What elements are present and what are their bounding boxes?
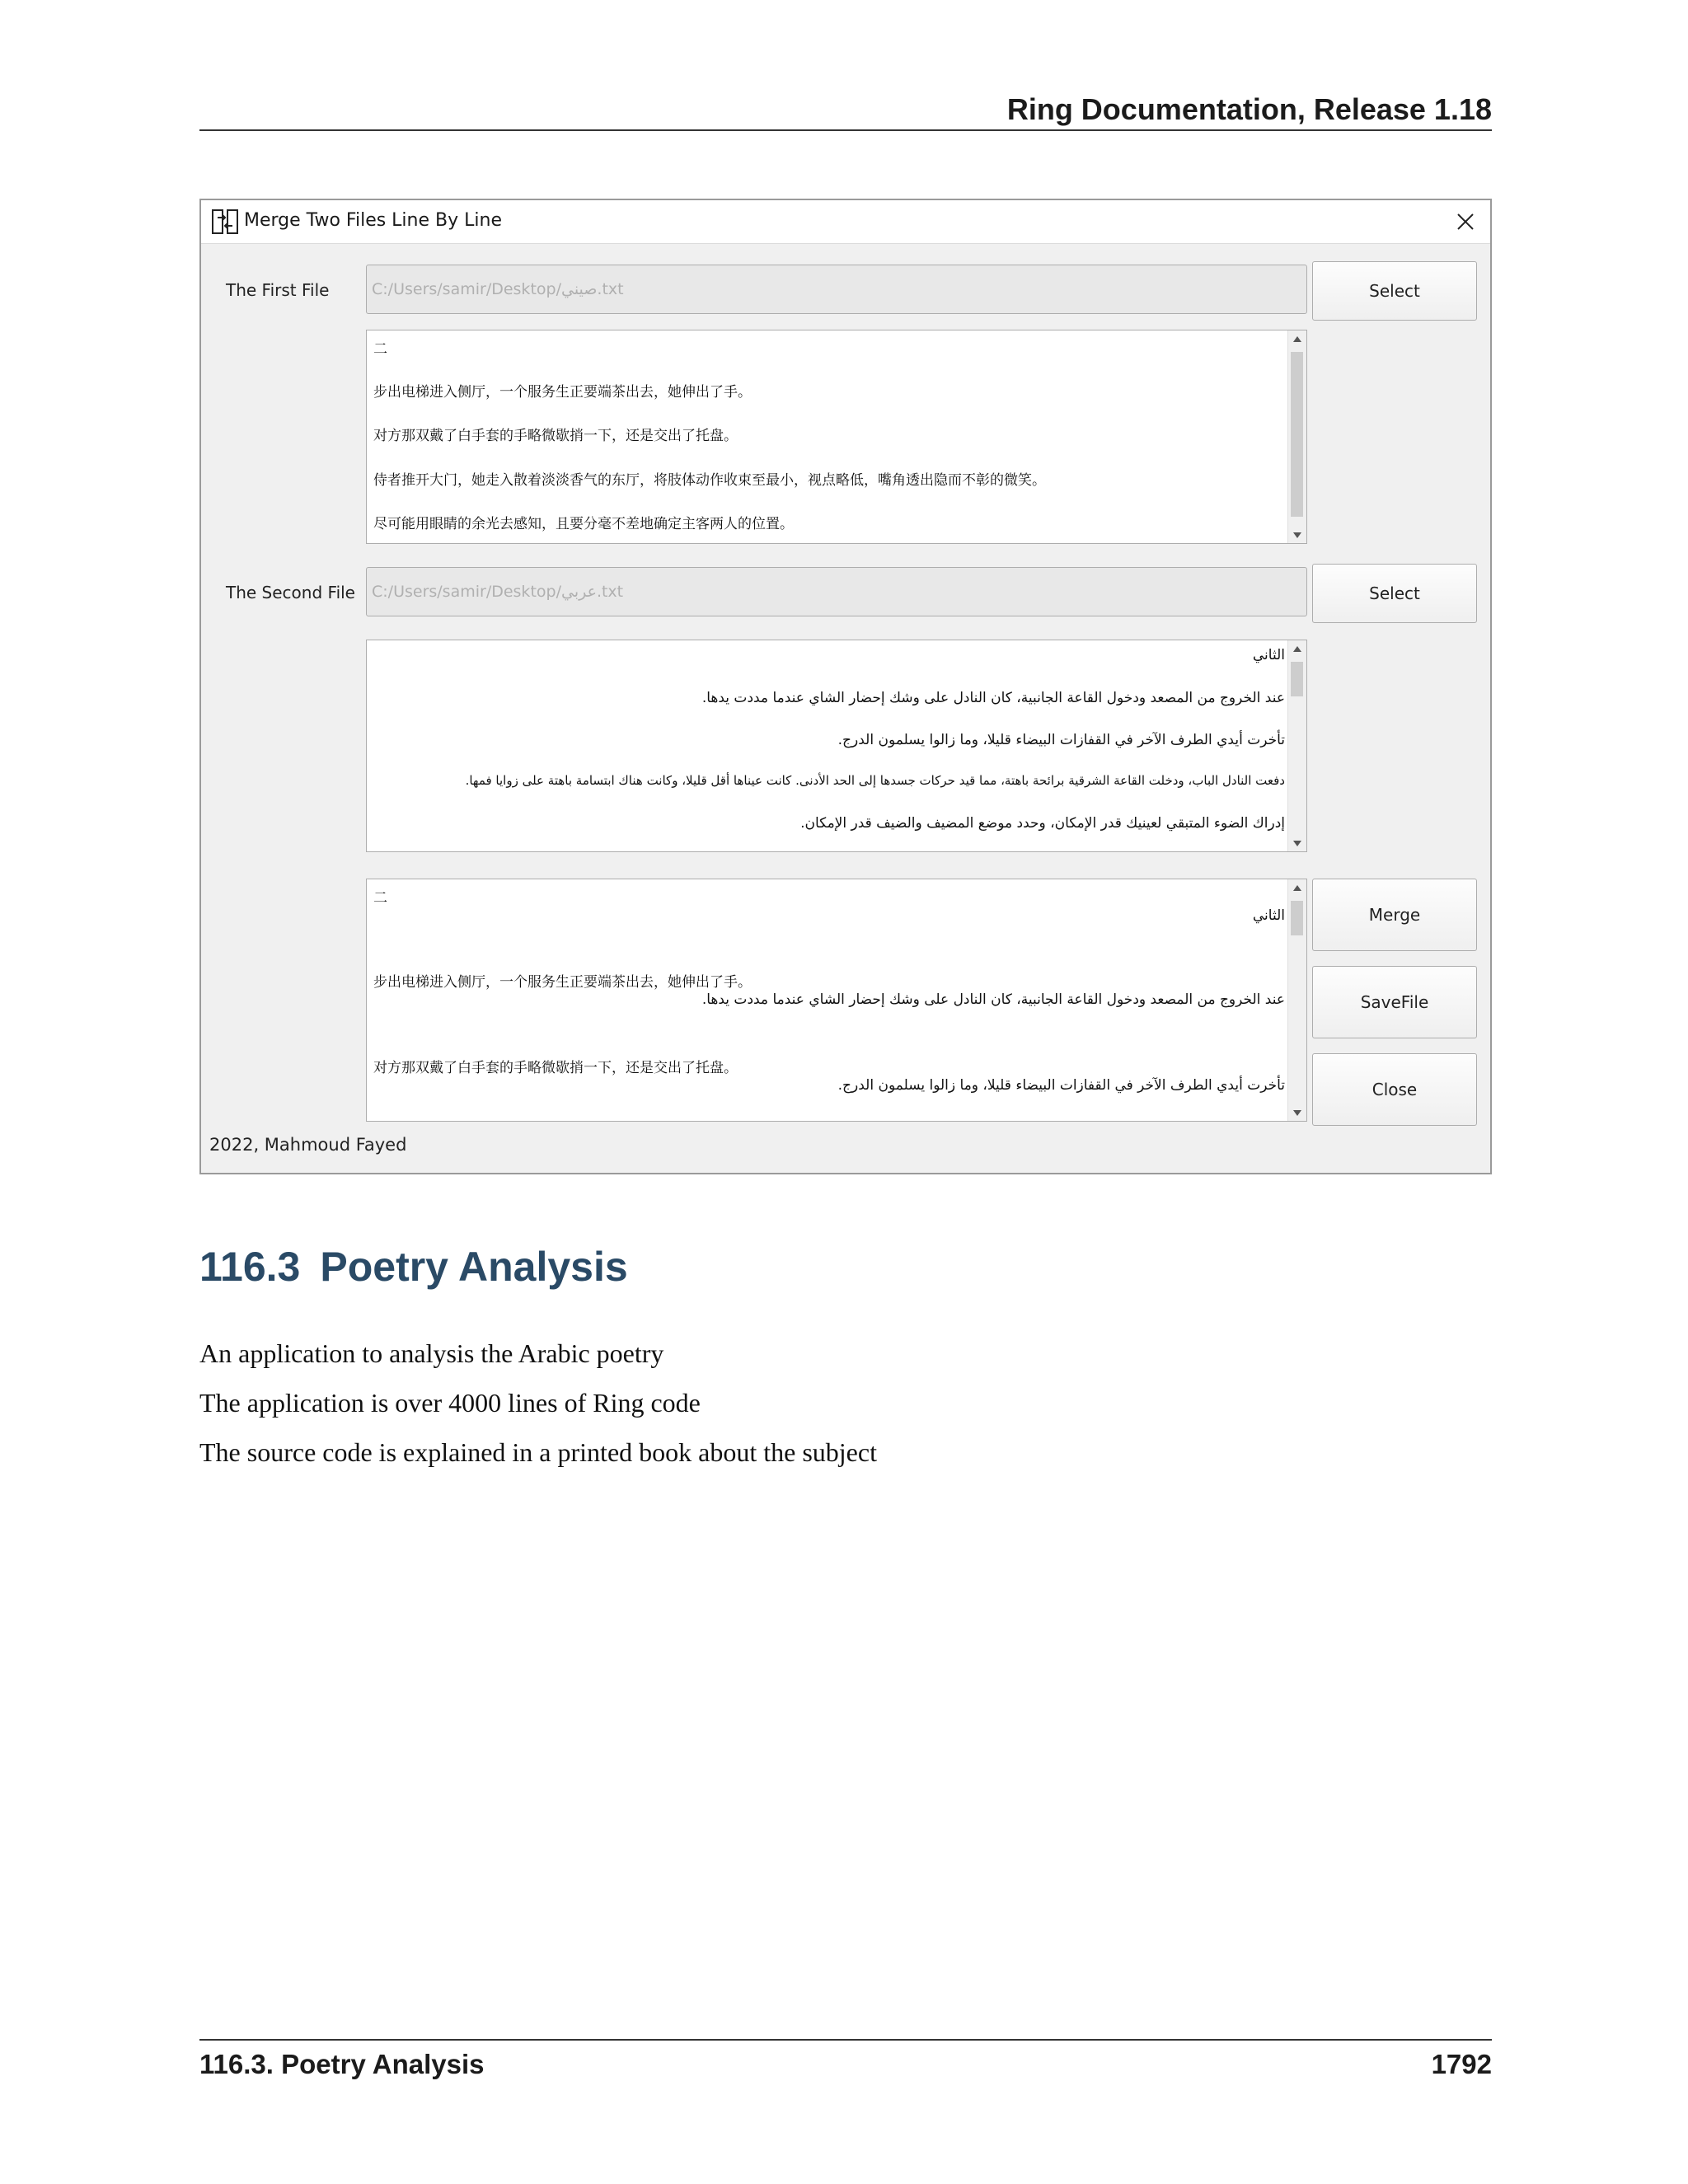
merge-window xyxy=(199,199,1492,1174)
second-file-textarea[interactable] xyxy=(366,640,1307,852)
first-file-line: 尽可能用眼睛的余光去感知，且要分毫不差地确定主客两人的位置。 xyxy=(373,516,794,532)
merge-button[interactable]: Merge xyxy=(1312,879,1477,951)
section-heading xyxy=(199,1243,628,1291)
scrollbar-thumb[interactable] xyxy=(1291,352,1303,517)
merged-line: الثاني xyxy=(1252,907,1285,924)
scroll-up-arrow-icon[interactable] xyxy=(1288,640,1306,657)
first-file-line: 二 xyxy=(373,341,387,358)
window-close-button[interactable] xyxy=(1451,207,1480,237)
first-file-line: 侍者推开大门，她走入散着淡淡香气的东厅，将肢体动作收束至最小，视点略低，嘴角透出隐而不彰的微笑。 xyxy=(373,472,1046,489)
scroll-down-arrow-icon[interactable] xyxy=(1288,1104,1306,1121)
first-file-line: 对方那双戴了白手套的手略微歇捎一下，还是交出了托盘。 xyxy=(373,428,738,444)
paragraph: An application to analysis the Arabic poetry xyxy=(199,1338,664,1368)
second-file-line: دفعت النادل الباب، ودخلت القاعة الشرقية برائحة باهتة، مما قيد حركات جسدها إلى الحد الأدنى. كانت عيناها أقل قليلا، وكانت هناك ابتسامة باهتة على زوايا فمها. xyxy=(465,773,1285,788)
second-file-line: إدراك الضوء المتبقي لعينيك قدر الإمكان، وحدد موضع المضيف والضيف قدر الإمكان. xyxy=(800,815,1285,832)
first-file-scrollbar[interactable] xyxy=(1287,330,1306,543)
second-file-path-input[interactable]: C:/Users/samir/Desktop/عربي.txt xyxy=(366,567,1307,616)
merged-line: 二 xyxy=(373,890,387,907)
scroll-down-arrow-icon[interactable] xyxy=(1288,527,1306,543)
second-file-scrollbar[interactable] xyxy=(1287,640,1306,851)
scroll-up-arrow-icon[interactable] xyxy=(1288,330,1306,347)
second-file-line: تأخرت أيدي الطرف الآخر في القفازات البيضاء قليلا، وما زالوا يسلمون الدرج. xyxy=(837,732,1285,748)
merged-scrollbar[interactable] xyxy=(1287,879,1306,1121)
footer-section-label: 116.3. Poetry Analysis xyxy=(199,2049,485,2079)
paragraph: The source code is explained in a printed book about the subject xyxy=(199,1437,877,1467)
second-file-line: عند الخروج من المصعد ودخول القاعة الجانبية، كان النادل على وشك إحضار الشاي عندما مددت يدها. xyxy=(701,690,1285,706)
save-file-button[interactable]: SaveFile xyxy=(1312,966,1477,1038)
close-button[interactable]: Close xyxy=(1312,1053,1477,1126)
header-rule xyxy=(199,129,1492,131)
first-file-textarea[interactable] xyxy=(366,330,1307,544)
first-file-select-button[interactable]: Select xyxy=(1312,261,1477,321)
second-file-select-button[interactable]: Select xyxy=(1312,564,1477,623)
window-title: Merge Two Files Line By Line xyxy=(244,210,502,231)
merged-output-textarea[interactable] xyxy=(366,879,1307,1122)
running-header: Ring Documentation, Release 1.18 xyxy=(1006,92,1492,126)
window-titlebar xyxy=(201,200,1490,244)
paragraph: The application is over 4000 lines of Ring code xyxy=(199,1388,701,1418)
window-footer-text: 2022, Mahmoud Fayed xyxy=(209,1135,407,1155)
second-file-label: The Second File xyxy=(226,583,355,602)
second-file-line: الثاني xyxy=(1252,647,1285,663)
merged-line: عند الخروج من المصعد ودخول القاعة الجانبية، كان النادل على وشك إحضار الشاي عندما مددت يدها. xyxy=(701,991,1285,1008)
footer-rule xyxy=(199,2039,1492,2041)
close-icon xyxy=(1456,213,1475,231)
merged-line: 步出电梯进入侧厅，一个服务生正要端茶出去，她伸出了手。 xyxy=(373,974,752,991)
first-file-label: The First File xyxy=(226,280,330,300)
scroll-up-arrow-icon[interactable] xyxy=(1288,879,1306,896)
section-number: 116.3 xyxy=(199,1244,301,1290)
scrollbar-thumb[interactable] xyxy=(1291,662,1303,696)
merged-line: تأخرت أيدي الطرف الآخر في القفازات البيضاء قليلا، وما زالوا يسلمون الدرج. xyxy=(837,1077,1285,1094)
merged-line: 对方那双戴了白手套的手略微歇捎一下，还是交出了托盘。 xyxy=(373,1060,738,1076)
first-file-path-input[interactable]: C:/Users/samir/Desktop/صيني.txt xyxy=(366,265,1307,314)
first-file-line: 步出电梯进入侧厅，一个服务生正要端茶出去，她伸出了手。 xyxy=(373,384,752,401)
scrollbar-thumb[interactable] xyxy=(1291,901,1303,935)
app-icon xyxy=(211,208,239,236)
section-title: Poetry Analysis xyxy=(320,1244,628,1290)
scroll-down-arrow-icon[interactable] xyxy=(1288,835,1306,851)
page-number: 1792 xyxy=(1431,2049,1492,2079)
